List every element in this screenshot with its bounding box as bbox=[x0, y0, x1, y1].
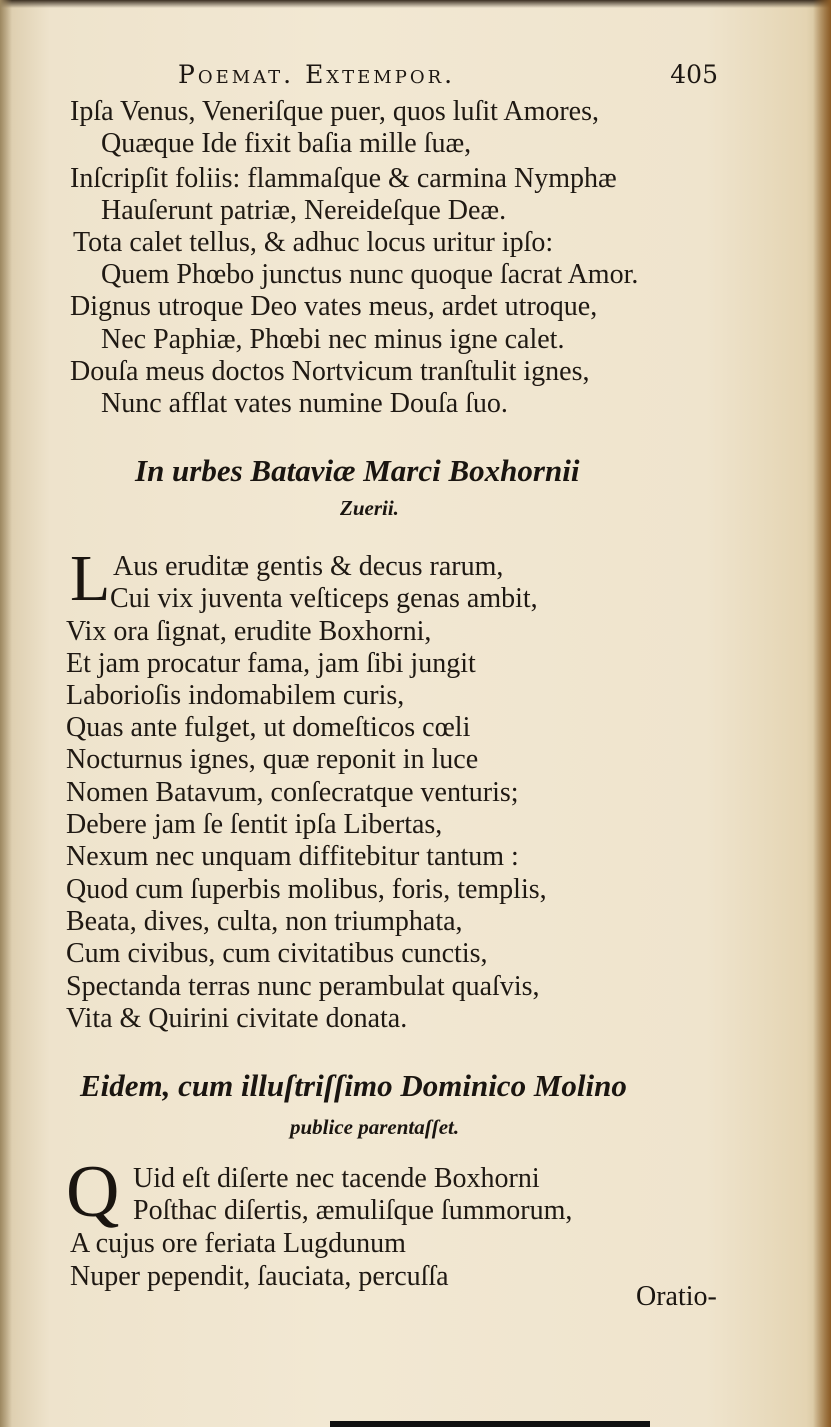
verse-line: Poſthac diſertis, æmuliſque ſummorum, bbox=[133, 1195, 573, 1226]
verse-line: Spectanda terras nunc perambulat quaſvis, bbox=[66, 971, 540, 1002]
verse-line: Quem Phœbo junctus nunc quoque ſacrat Amor. bbox=[101, 259, 639, 290]
page-bottom-edge bbox=[330, 1421, 650, 1427]
page-number: 405 bbox=[670, 60, 718, 89]
page-top-shadow bbox=[0, 0, 831, 8]
verse-line: A cujus ore feriata Lugdunum bbox=[70, 1228, 406, 1259]
verse-line: Et jam procatur fama, jam ſibi jungit bbox=[66, 648, 476, 679]
verse-line: Laborioſis indomabilem curis, bbox=[66, 680, 405, 711]
verse-line: Quas ante fulget, ut domeſticos cœli bbox=[66, 712, 471, 743]
verse-line: Hauſerunt patriæ, Nereideſque Deæ. bbox=[101, 195, 507, 226]
verse-line: Vita & Quirini civitate donata. bbox=[66, 1003, 408, 1034]
verse-line: Douſa meus doctos Nortvicum tranſtulit ignes, bbox=[70, 356, 590, 387]
verse-line: Beata, dives, culta, non triumphata, bbox=[66, 906, 463, 937]
running-title: Poemat. Extempor. bbox=[178, 60, 456, 89]
drop-cap: Q bbox=[66, 1151, 120, 1233]
verse-line: Nec Paphiæ, Phœbi nec minus igne calet. bbox=[101, 324, 565, 355]
verse-line: Inſcripſit foliis: flammaſque & carmina Nymphæ bbox=[70, 163, 617, 194]
verse-line: Dignus utroque Deo vates meus, ardet utroque, bbox=[70, 291, 598, 322]
verse-line: Uid eſt diſerte nec tacende Boxhorni bbox=[133, 1163, 540, 1194]
verse-line: Nocturnus ignes, quæ reponit in luce bbox=[66, 744, 479, 775]
verse-line: Vix ora ſignat, erudite Boxhorni, bbox=[66, 616, 432, 647]
poem-title: In urbes Bataviæ Marci Boxhornii bbox=[135, 453, 580, 488]
verse-line: Tota calet tellus, & adhuc locus uritur ipſo: bbox=[73, 227, 554, 258]
poem-subtitle: publice parentaſſet. bbox=[290, 1115, 460, 1139]
verse-line: Nuper pependit, ſauciata, percuſſa bbox=[70, 1261, 449, 1292]
verse-line: Quod cum ſuperbis molibus, foris, templis, bbox=[66, 874, 547, 905]
verse-line: Quæque Ide fixit baſia mille ſuæ, bbox=[101, 128, 472, 159]
verse-line: Aus eruditæ gentis & decus rarum, bbox=[113, 551, 504, 582]
verse-line: Nexum nec unquam diffitebitur tantum : bbox=[66, 841, 519, 872]
drop-cap: L bbox=[70, 542, 111, 615]
page-fore-edge bbox=[813, 0, 831, 1427]
poem-title: Eidem, cum illuſtriſſimo Dominico Molino bbox=[80, 1068, 627, 1103]
page-gutter-shadow bbox=[0, 0, 12, 1427]
verse-line: Nomen Batavum, conſecratque venturis; bbox=[66, 777, 519, 808]
running-header bbox=[178, 60, 718, 100]
verse-line: Debere jam ſe ſentit ipſa Libertas, bbox=[66, 809, 443, 840]
verse-line: Nunc afflat vates numine Douſa ſuo. bbox=[101, 388, 508, 419]
verse-line: Cum civibus, cum civitatibus cunctis, bbox=[66, 938, 488, 969]
verse-line: Cui vix juventa veſticeps genas ambit, bbox=[110, 583, 538, 614]
catchword: Oratio- bbox=[636, 1281, 717, 1312]
poem-subtitle: Zuerii. bbox=[340, 496, 399, 520]
verse-line: Ipſa Venus, Veneriſque puer, quos luſit Amores, bbox=[70, 96, 599, 127]
